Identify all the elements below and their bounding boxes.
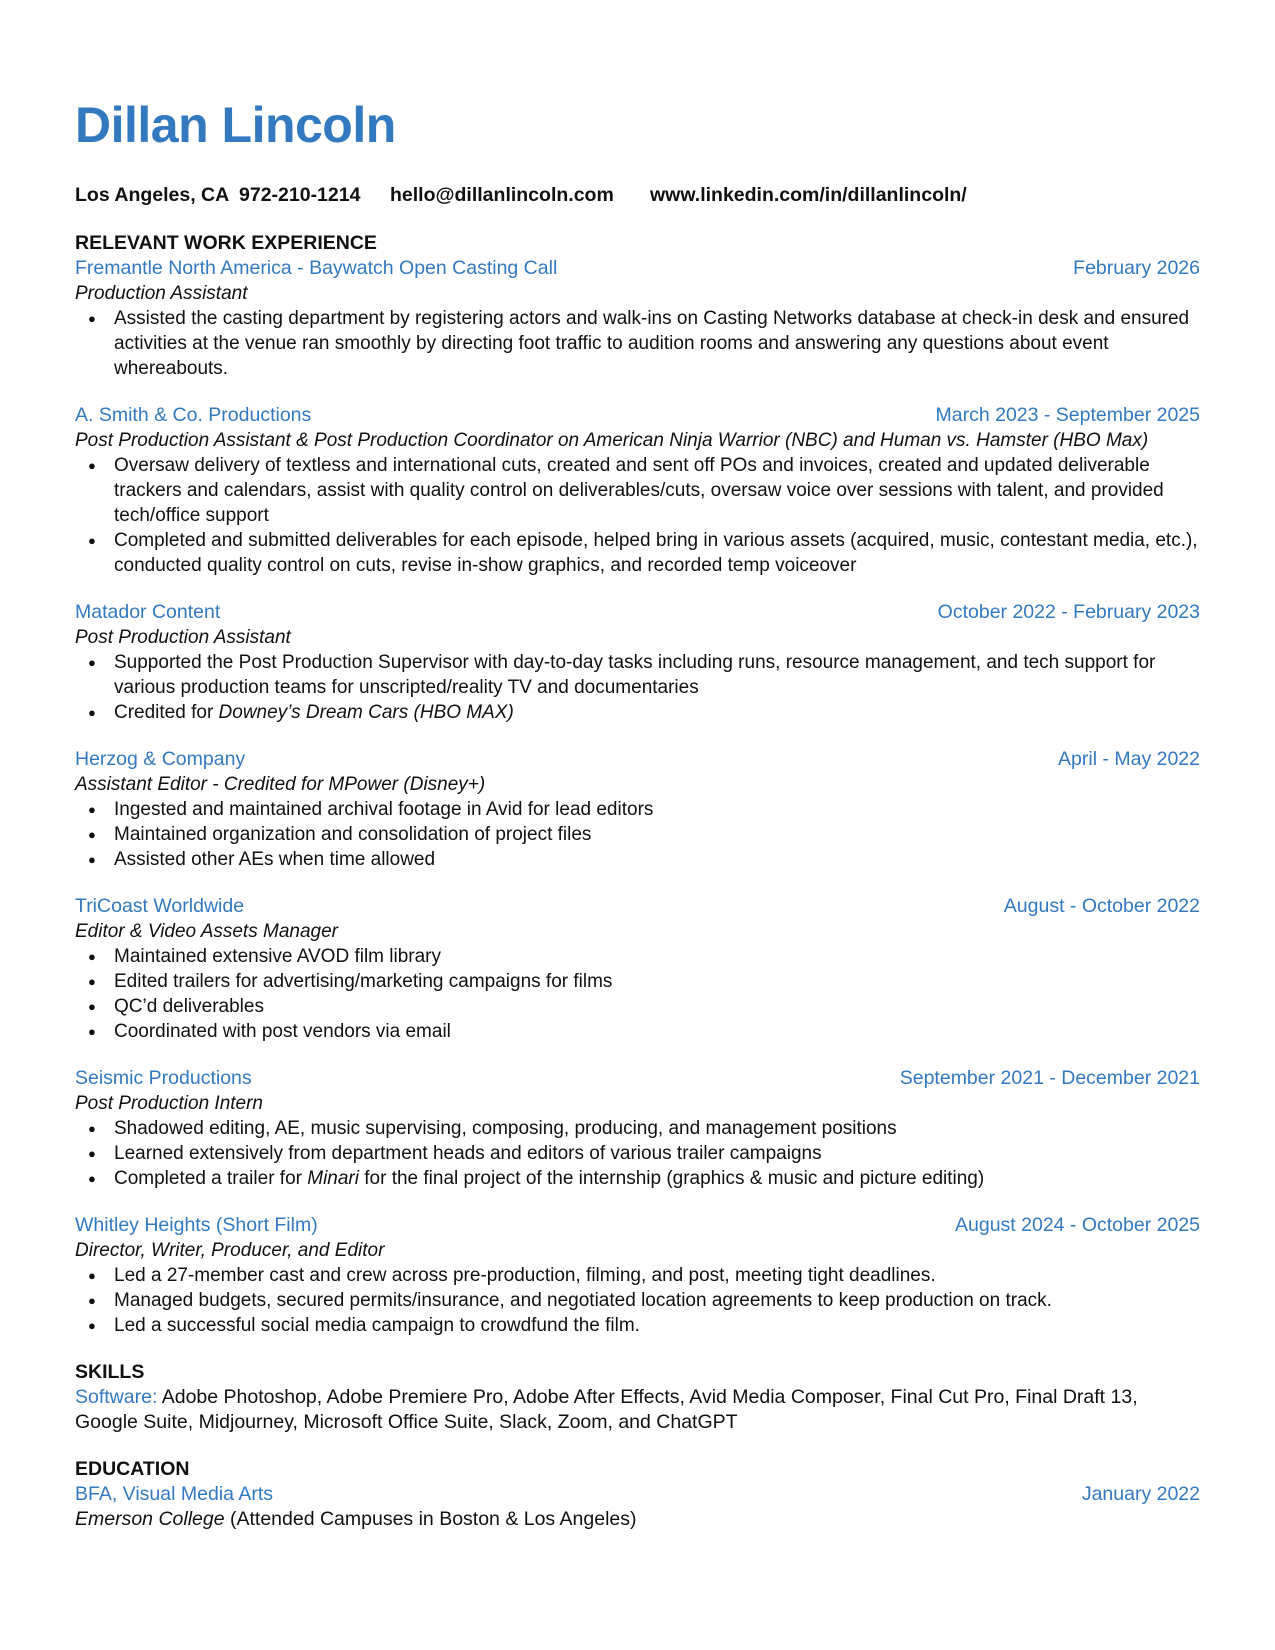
job-company: Whitley Heights (Short Film) <box>75 1214 318 1236</box>
job-entry <box>75 747 1200 872</box>
experience-heading: RELEVANT WORK EXPERIENCE <box>75 232 377 254</box>
minari-title: Minari <box>307 1168 359 1189</box>
job-company: Fremantle North America - Baywatch Open Casting Call <box>75 257 558 279</box>
education-row <box>75 1482 1200 1507</box>
job-dates: August - October 2022 <box>1003 895 1200 917</box>
education-school-line <box>75 1507 1200 1532</box>
location: Los Angeles, CA <box>75 184 230 206</box>
job-bullet: ● QC’d deliverables <box>75 994 1200 1019</box>
contact-line <box>75 184 1200 212</box>
email: hello@dillanlincoln.com <box>390 184 614 206</box>
job-bullet: ● Coordinated with post vendors via email <box>75 1019 1200 1044</box>
job-bullet: ● Assisted the casting department by registering actors and walk-ins on Casting Networks database at check-in desk and ensured activities at the venue ran smoothly by directing foot traffic to audition rooms and answering any questions about event whereabouts. <box>75 306 1200 381</box>
job-role: Post Production Assistant & Post Production Coordinator on American Ninja Warrior (NBC) and Human vs. Hamster (HBO Max) <box>75 430 1149 451</box>
job-entry <box>75 600 1200 725</box>
job-company: Matador Content <box>75 601 221 623</box>
job-role: Production Assistant <box>75 283 248 304</box>
linkedin-url: www.linkedin.com/in/dillanlincoln/ <box>650 184 967 206</box>
job-role: Post Production Intern <box>75 1093 263 1114</box>
job-dates: February 2026 <box>1073 257 1200 279</box>
minari-prefix: Completed a trailer for <box>114 1168 308 1189</box>
job-bullet: ● Maintained extensive AVOD film library <box>75 944 1200 969</box>
job-bullet-credit <box>75 700 1200 725</box>
job-bullet: ● Edited trailers for advertising/marketing campaigns for films <box>75 969 1200 994</box>
job-dates: April - May 2022 <box>1058 748 1200 770</box>
job-entry <box>75 1213 1200 1338</box>
minari-suffix: for the final project of the internship (graphics & music and picture editing) <box>358 1168 985 1189</box>
job-dates: August 2024 - October 2025 <box>955 1214 1200 1236</box>
education-note: (Attended Campuses in Boston & Los Angeles) <box>224 1508 637 1530</box>
job-company: Seismic Productions <box>75 1067 252 1089</box>
job-role: Director, Writer, Producer, and Editor <box>75 1240 385 1261</box>
job-company: TriCoast Worldwide <box>75 895 245 917</box>
job-bullet: ● Led a successful social media campaign to crowdfund the film. <box>75 1313 1200 1338</box>
job-entry <box>75 894 1200 1044</box>
education-heading: EDUCATION <box>75 1458 190 1480</box>
education-dates: January 2022 <box>1081 1483 1200 1505</box>
job-entry <box>75 1066 1200 1191</box>
skills-label: Software: <box>75 1386 158 1408</box>
job-entry <box>75 403 1200 578</box>
job-bullet: ● Supported the Post Production Supervisor with day-to-day tasks including runs, resource management, and tech support for various production teams for unscripted/reality TV and documentaries <box>75 650 1200 700</box>
job-bullet: ● Completed and submitted deliverables for each episode, helped bring in various assets (acquired, music, contestant media, etc.), conducted quality control on cuts, revise in-show graphics, and recorded temp voiceover <box>75 528 1200 578</box>
resume-page <box>75 97 1200 1532</box>
job-role: Assistant Editor - Credited for MPower (Disney+) <box>75 774 486 795</box>
job-bullet: ● Maintained organization and consolidation of project files <box>75 822 1200 847</box>
job-role: Editor & Video Assets Manager <box>75 921 338 942</box>
phone: 972-210-1214 <box>239 184 361 206</box>
credit-prefix: Credited for <box>114 702 219 723</box>
job-dates: March 2023 - September 2025 <box>935 404 1200 426</box>
job-bullet: ● Learned extensively from department heads and editors of various trailer campaigns <box>75 1141 1200 1166</box>
education-degree: BFA, Visual Media Arts <box>75 1483 273 1505</box>
job-bullet: ● Shadowed editing, AE, music supervising, composing, producing, and management positions <box>75 1116 1200 1141</box>
job-company: A. Smith & Co. Productions <box>75 404 312 426</box>
job-entry <box>75 256 1200 381</box>
job-role: Post Production Assistant <box>75 627 291 648</box>
job-dates: September 2021 - December 2021 <box>899 1067 1200 1089</box>
candidate-name: Dillan Lincoln <box>75 97 396 153</box>
job-bullet: ● Oversaw delivery of textless and international cuts, created and sent off POs and invoices, created and updated deliverable trackers and calendars, assist with quality control on deliverables/cuts, oversaw voice over sessions with talent, and provided tech/office support <box>75 453 1200 528</box>
skills-text: Adobe Photoshop, Adobe Premiere Pro, Adobe After Effects, Avid Media Composer, Final Cut Pro, Final Draft 13, Google Suite, Midjourney, Microsoft Office Suite, Slack, Zoom, and ChatGPT <box>75 1386 1138 1433</box>
credit-title: Downey’s Dream Cars (HBO MAX) <box>218 702 514 723</box>
skills-heading: SKILLS <box>75 1361 145 1383</box>
job-bullet: ● Ingested and maintained archival footage in Avid for lead editors <box>75 797 1200 822</box>
job-bullet: ● Led a 27-member cast and crew across pre-production, filming, and post, meeting tight deadlines. <box>75 1263 1200 1288</box>
job-company: Herzog & Company <box>75 748 246 770</box>
job-dates: October 2022 - February 2023 <box>937 601 1200 623</box>
job-bullet-minari <box>75 1166 1200 1191</box>
skills-list <box>75 1385 1200 1435</box>
job-bullet: ● Managed budgets, secured permits/insurance, and negotiated location agreements to keep production on track. <box>75 1288 1200 1313</box>
job-bullet: ● Assisted other AEs when time allowed <box>75 847 1200 872</box>
education-school: Emerson College <box>75 1508 225 1530</box>
